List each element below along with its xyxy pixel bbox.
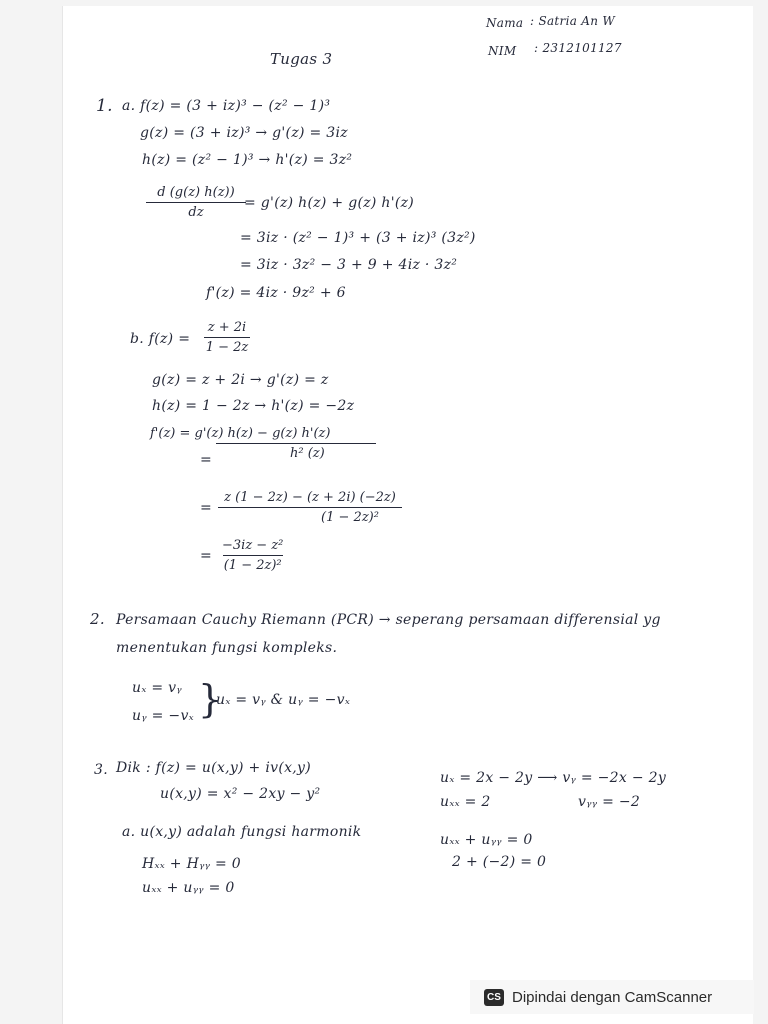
q3a-line-1: Hₓₓ + Hᵧᵧ = 0 <box>142 856 241 872</box>
derivative-denominator: dz <box>188 205 204 220</box>
product-rule: = g'(z) h(z) + g(z) h'(z) <box>244 195 415 211</box>
quotient-rule-fraction <box>150 426 376 461</box>
q1b-label: b. f(z) = <box>130 331 191 347</box>
q3-number: 3. <box>94 762 108 778</box>
derivative-fraction <box>146 185 246 220</box>
cr-result: uₓ = vᵧ & uᵧ = −vₓ <box>216 692 351 708</box>
q1a-result: f'(z) = 4iz · 9z² + 6 <box>206 285 346 301</box>
q1b-step-2-numerator: z (1 − 2z) − (z + 2i) (−2z) <box>224 490 396 505</box>
q1b-fraction <box>204 320 250 355</box>
q1b-step-3-denominator: (1 − 2z)² <box>223 558 282 573</box>
page-title: Tugas 3 <box>270 50 333 68</box>
q2-line-1: Persamaan Cauchy Riemann (PCR) → seperang persamaan differensial yg <box>116 612 661 628</box>
camscanner-logo-icon: CS <box>484 989 504 1006</box>
nim-label: NIM <box>488 44 517 58</box>
q3-right-line-1: uₓ = 2x − 2y ⟶ vᵧ = −2x − 2y <box>440 770 667 786</box>
q3-u-definition: u(x,y) = x² − 2xy − y² <box>160 786 321 802</box>
camscanner-badge <box>470 980 754 1014</box>
equals-sign-1: = <box>200 452 213 468</box>
q3a-label: a. u(x,y) adalah fungsi harmonik <box>122 824 362 840</box>
q1a-step-2: = 3iz · 3z² − 3 + 9 + 4iz · 3z² <box>240 257 458 273</box>
q3a-line-2: uₓₓ + uᵧᵧ = 0 <box>142 880 235 896</box>
q1a-step-1: = 3iz · (z² − 1)³ + (3 + iz)³ (3z²) <box>240 230 476 246</box>
q3-right-line-4: 2 + (−2) = 0 <box>452 854 547 870</box>
q1b-line-1: g(z) = z + 2i → g'(z) = z <box>152 372 329 388</box>
q1b-step-2-denominator: (1 − 2z)² <box>321 510 379 525</box>
q1b-step-3-numerator: −3iz − z² <box>222 538 284 553</box>
nim-value: : 2312101127 <box>534 41 622 55</box>
name-value: : Satria An W <box>530 14 616 28</box>
q3-right-line-3: uₓₓ + uᵧᵧ = 0 <box>440 832 533 848</box>
q1b-numerator: z + 2i <box>207 320 247 335</box>
q1b-step-3-fraction <box>222 538 283 573</box>
camscanner-text: Dipindai dengan CamScanner <box>512 988 713 1006</box>
q1a-line-3: h(z) = (z² − 1)³ → h'(z) = 3z² <box>142 152 353 168</box>
name-label: Nama <box>486 16 524 30</box>
q2-number: 2. <box>90 610 105 628</box>
q1a-line-2: g(z) = (3 + iz)³ → g'(z) = 3iz <box>140 125 348 141</box>
cr-equation-2: uᵧ = −vₓ <box>132 708 194 724</box>
q2-line-2: menentukan fungsi kompleks. <box>116 640 338 656</box>
q1-number: 1. <box>96 96 113 116</box>
q1a-line-1: a. f(z) = (3 + iz)³ − (z² − 1)³ <box>122 98 331 114</box>
q3-given: Dik : f(z) = u(x,y) + iv(x,y) <box>116 760 312 776</box>
q1b-step-2-fraction <box>218 490 402 525</box>
brace-icon: } <box>198 677 223 721</box>
q3-right-line-2-left: uₓₓ = 2 <box>440 794 491 810</box>
derivative-numerator: d (g(z) h(z)) <box>157 185 235 200</box>
equals-sign-3: = <box>200 548 213 564</box>
q1b-denominator: 1 − 2z <box>205 340 249 355</box>
q3-right-line-2-right: vᵧᵧ = −2 <box>578 794 641 810</box>
equals-sign-2: = <box>200 500 213 516</box>
q1b-line-2: h(z) = 1 − 2z → h'(z) = −2z <box>152 398 355 414</box>
quotient-rule-denominator: h² (z) <box>290 446 325 461</box>
cr-equation-1: uₓ = vᵧ <box>132 680 182 696</box>
quotient-rule-numerator: f'(z) = g'(z) h(z) − g(z) h'(z) <box>150 426 331 441</box>
